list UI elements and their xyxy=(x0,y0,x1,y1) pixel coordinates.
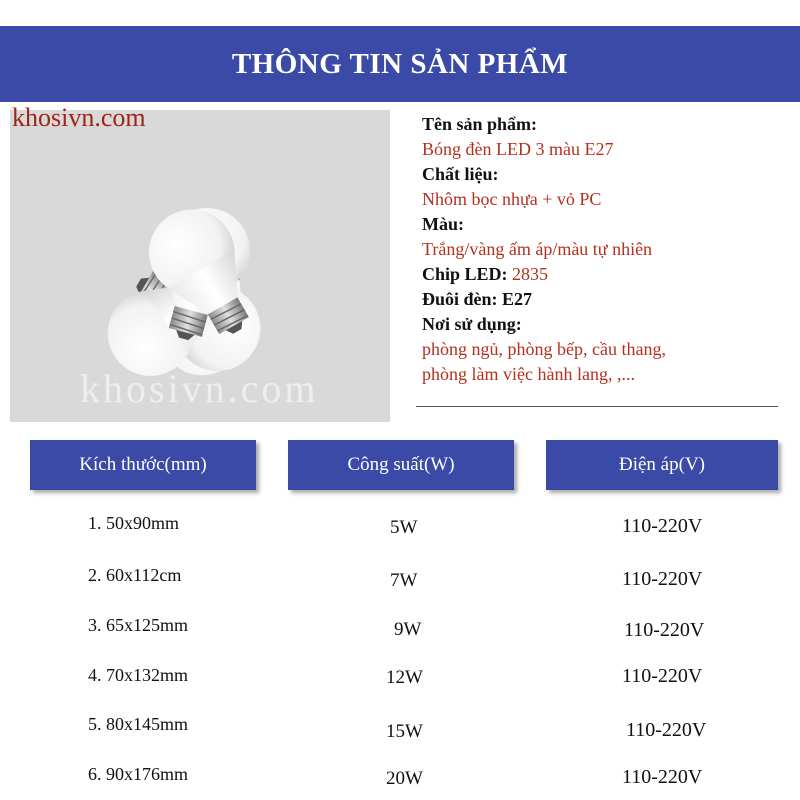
header-bar xyxy=(0,26,800,102)
socket-label: Đuôi đèn: xyxy=(422,289,498,309)
chip-label: Chip LED: xyxy=(422,264,508,284)
watermark-center: khosivn.com xyxy=(80,366,319,411)
material-value: Nhôm bọc nhựa + vỏ PC xyxy=(422,189,602,209)
header-voltage: Điện áp(V) xyxy=(546,440,778,490)
voltage-cell: 110-220V xyxy=(626,719,707,741)
size-cell: 2. 60x112cm xyxy=(88,565,182,585)
voltage-cell: 110-220V xyxy=(622,568,703,590)
product-name-value: Bóng đèn LED 3 màu E27 xyxy=(422,139,614,159)
size-cell: 4. 70x132mm xyxy=(88,665,189,685)
size-cell: 6. 90x176mm xyxy=(88,764,189,784)
voltage-cell: 110-220V xyxy=(624,619,705,641)
watermark-logo: khosivn.com xyxy=(12,103,146,132)
socket-value: E27 xyxy=(502,289,533,309)
product-info xyxy=(422,112,792,387)
page-title: THÔNG TIN SẢN PHẨM xyxy=(231,47,569,80)
voltage-cell: 110-220V xyxy=(622,515,703,537)
power-cell: 7W xyxy=(390,570,418,591)
product-name-label: Tên sản phẩm: xyxy=(422,114,538,134)
header-power: Công suất(W) xyxy=(288,440,514,490)
size-cell: 5. 80x145mm xyxy=(88,714,189,734)
power-cell: 12W xyxy=(386,667,423,688)
power-cell: 15W xyxy=(386,721,423,742)
voltage-cell: 110-220V xyxy=(622,665,703,687)
voltage-cell: 110-220V xyxy=(622,766,703,788)
usage-value-line2: phòng làm việc hành lang, ,... xyxy=(422,364,635,384)
product-photo xyxy=(10,110,390,422)
usage-value-line1: phòng ngủ, phòng bếp, cầu thang, xyxy=(422,339,666,359)
size-cell: 1. 50x90mm xyxy=(88,513,180,533)
power-cell: 5W xyxy=(390,517,418,538)
socket-row xyxy=(422,287,792,312)
chip-value: 2835 xyxy=(512,264,549,284)
usage-label: Nơi sử dụng: xyxy=(422,314,522,334)
color-value: Trắng/vàng ấm áp/màu tự nhiên xyxy=(422,239,653,259)
divider xyxy=(416,406,778,407)
header-size: Kích thước(mm) xyxy=(30,440,256,490)
chip-row xyxy=(422,262,792,287)
power-cell: 20W xyxy=(386,768,423,789)
color-label: Màu: xyxy=(422,214,464,234)
material-label: Chất liệu: xyxy=(422,164,499,184)
power-cell: 9W xyxy=(394,619,422,640)
size-cell: 3. 65x125mm xyxy=(88,615,189,635)
